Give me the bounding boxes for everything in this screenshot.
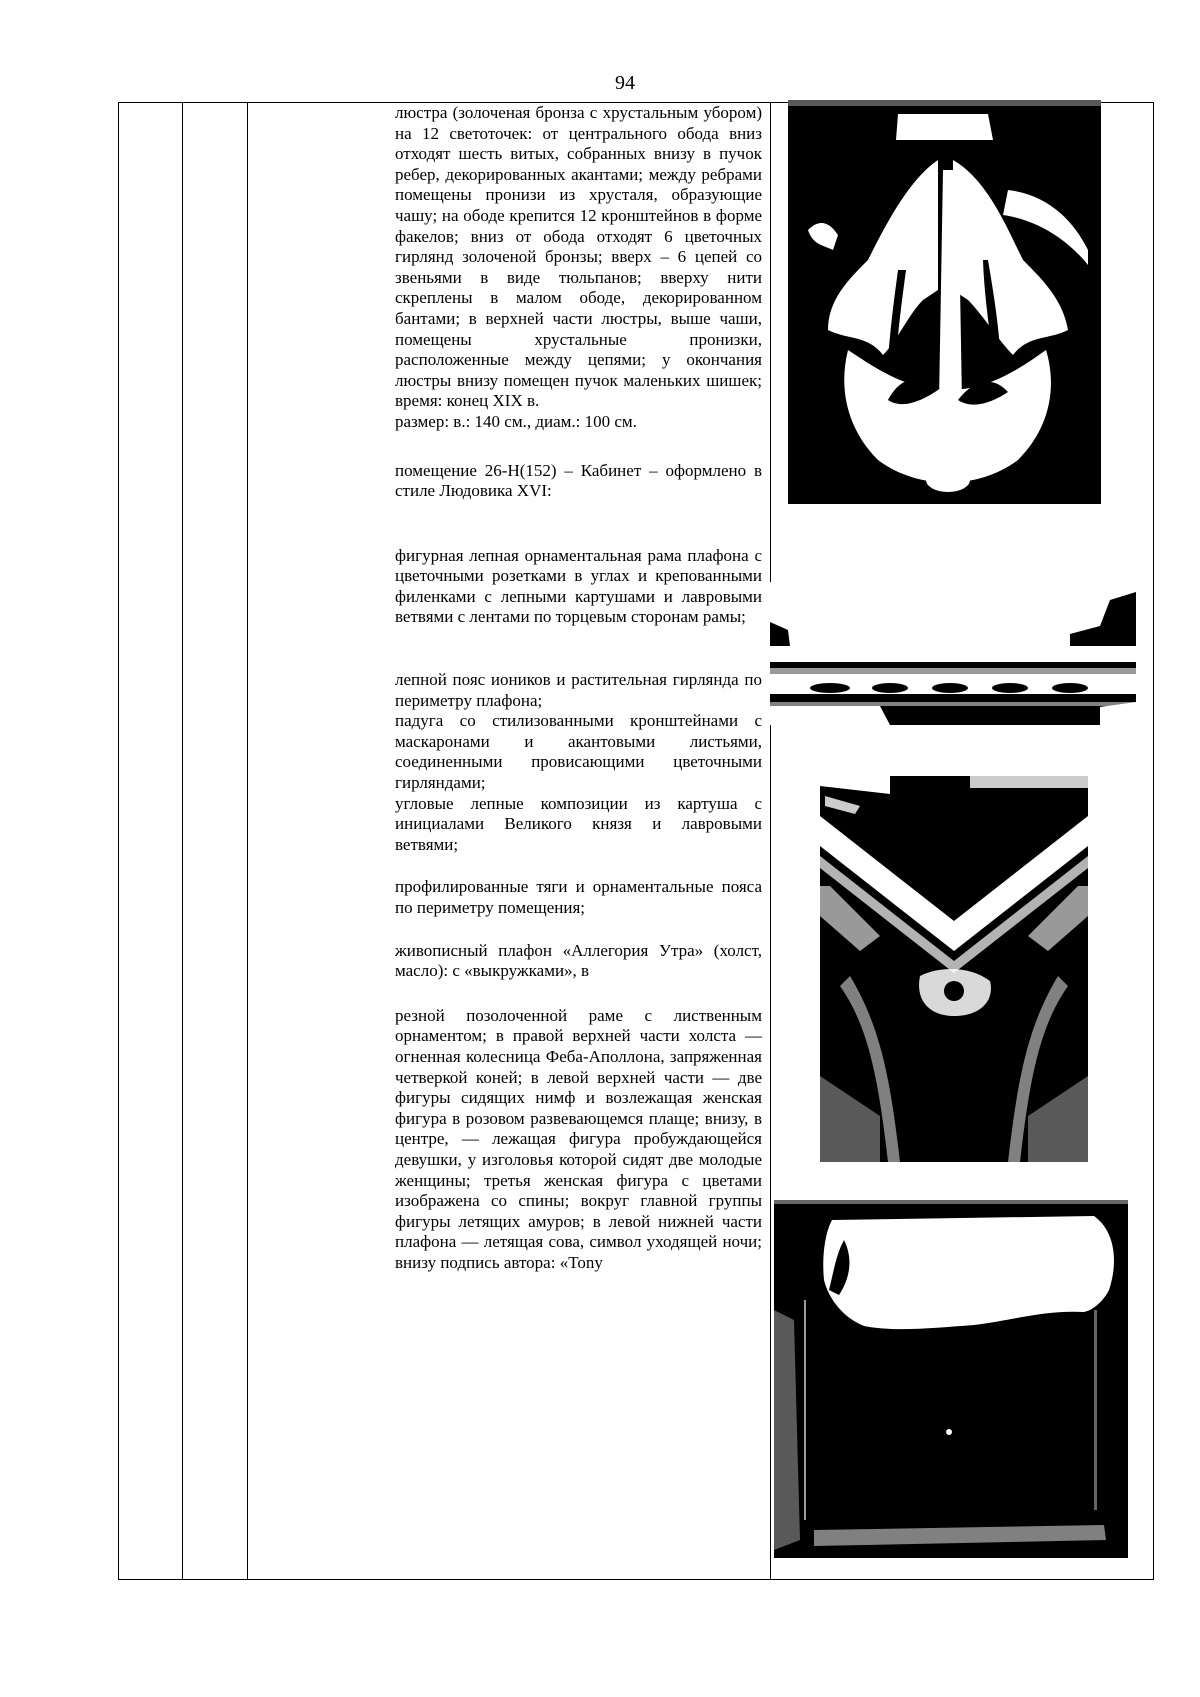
description-column [395,103,762,1274]
paragraph-ionic-belt: лепной пояс иоников и растительная гирлянда по периметру плафона; [395,670,762,710]
paragraph-rods: профилированные тяги и орнаментальные пояса по периметру помещения; [395,877,762,917]
page-number: 94 [615,72,635,94]
paragraph-painting: живописный плафон «Аллегория Утра» (холст, масло): с «выкружками», в [395,940,762,981]
paragraph-corner-compositions: угловые лепные композиции из картуша с инициалами Великого князя и лавровыми ветвями; [395,793,762,854]
paragraph-chandelier: люстра (золоченая бронза с хрустальным убором) на 12 светоточек: от центрального обода вниз отходят шесть витых, собранных внизу в пучок ребер, декорированных акантами; между ребрами помещены пронизи из хрусталя, образующие чашу; на ободе крепится 12 кронштейнов в форме факелов; вниз от обода отходят 6 цветочных гирлянд золоченой бронзы; вверх – 6 цепей со звеньями в виде тюльпанов; вверху нити скреплены в малом ободе, декорированном бантами; в верхней части люстры, выше чаши, помещены хрустальные пронизки, расположенные между цепями; у окончания люстры внизу помещен пучок маленьких шишек; время: конец XIX в. [395,103,762,411]
paragraph-painting-description: резной позолоченной раме с лиственным орнаментом; в правой верхней части холста — огненная колесница Феба-Аполлона, запряженная четверкой коней; в левой верхней части — две фигуры сидящих нимф и возлежащая женская фигура в розовом развевающемся плаще; внизу, в центре, — лежащая фигура пробуждающейся девушки, у изголовья которой сидят две молодые женщины; третья женская фигура с цветами изображена со спины; вокруг главной группы фигуры летящих амуров; в левой нижней части плафона — летящая сова, символ уходящей ночи; внизу подпись автора: «Tony [395,1005,762,1272]
ceiling-painting-photo [774,1200,1128,1558]
column-divider-1 [182,103,183,1579]
paragraph-paduga: падуга со стилизованными кронштейнами с маскаронами и акантовыми листьями, соединенными провисающими цветочными гирляндами; [395,711,762,793]
column-divider-2 [247,103,248,1579]
ceiling-frame-photo [770,582,1136,725]
column-divider-3 [770,103,771,1579]
paragraph-room: помещение 26-Н(152) – Кабинет – оформлено в стиле Людовика XVI: [395,460,762,501]
paragraph-frame: фигурная лепная орнаментальная рама плафона с цветочными розетками в углах и крепованными филенками с лепными картушами и лавровыми ветвями с лентами по торцевым сторонам рамы; [395,545,762,627]
ceiling-corner-photo [820,776,1088,1162]
ceiling-painting-photo-icon [774,1200,1128,1558]
chandelier-photo [788,100,1101,504]
chandelier-photo-icon [788,100,1101,504]
paragraph-size: размер: в.: 140 см., диам.: 100 см. [395,411,637,431]
ceiling-frame-photo-icon [770,582,1136,725]
ceiling-corner-photo-icon [820,776,1088,1162]
